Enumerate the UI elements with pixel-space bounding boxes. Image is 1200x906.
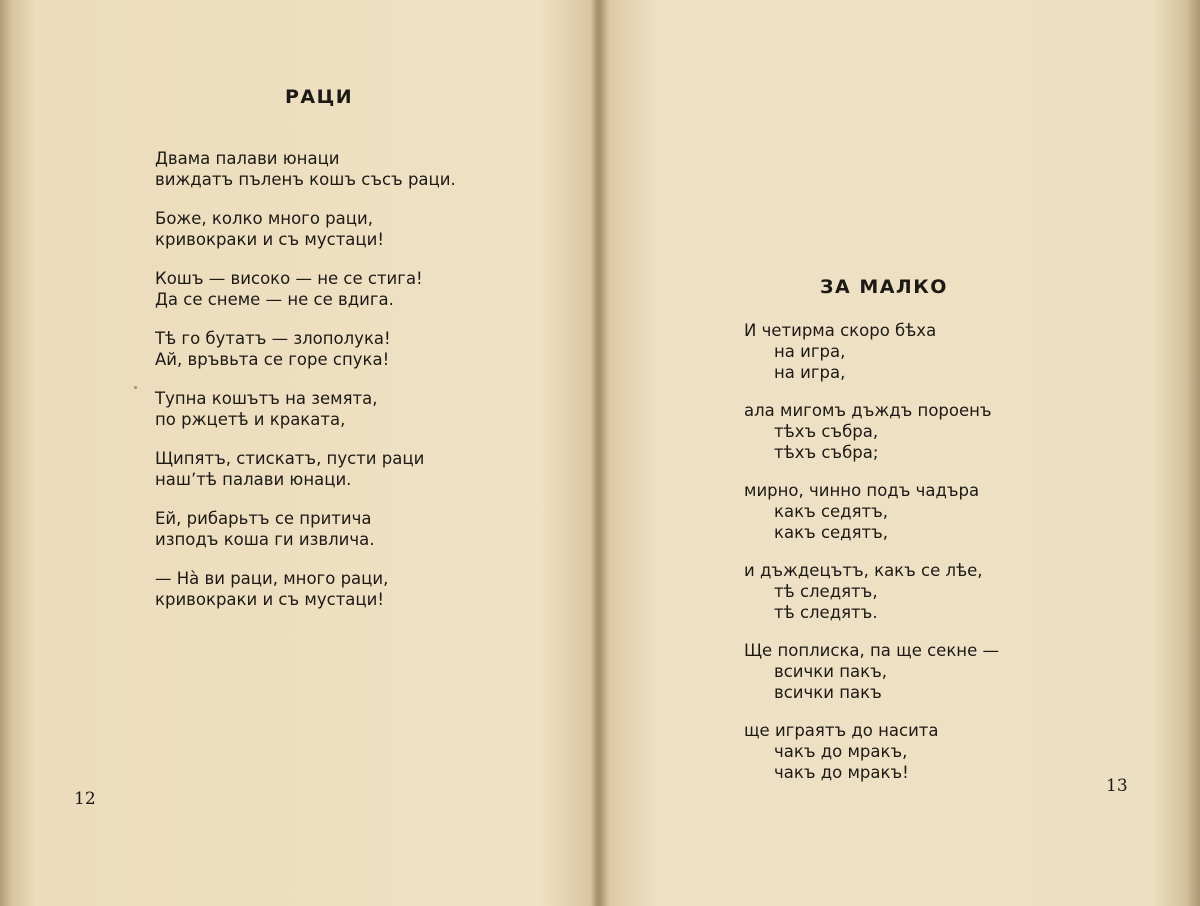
poem-title: РАЦИ [285,86,354,108]
stanza [744,400,992,463]
verse-line: Ай, връвьта се горе спука! [155,350,390,369]
verse-line: И четирма скоро бѣха [744,321,937,340]
stanza [155,508,374,550]
stanza [744,560,983,623]
verse-line: по ржцетѣ и краката, [155,410,346,429]
verse-line: Тупна кошътъ на земята, [155,389,378,408]
verse-line: на игра, [774,363,846,382]
stanza [155,268,423,310]
stanza [155,568,388,610]
verse-line: ала мигомъ дъждъ пороенъ [744,401,992,420]
verse-line: кривокраки и съ мустаци! [155,590,384,609]
verse-line: Ей, рибарьтъ се притича [155,509,372,528]
stanza [155,328,391,370]
verse-line: какъ седятъ, [774,523,889,542]
verse-line: тѣхъ събра, [774,422,879,441]
stanza [155,148,456,190]
verse-line: ще играятъ до насита [744,721,939,740]
left-page [0,0,596,906]
stanza [744,480,979,543]
verse-line: всички пакъ, [774,662,887,681]
right-page [604,0,1200,906]
stanza [155,388,378,430]
page-number: 12 [74,789,96,809]
verse-line: Двама палави юнаци [155,149,340,168]
verse-line: — Нà ви раци, много раци, [155,569,389,588]
verse-line: тѣ следятъ, [774,582,878,601]
verse-line: изподъ коша ги извлича. [155,530,375,549]
verse-line: чакъ до мракъ! [774,763,909,782]
page-number: 13 [1106,776,1128,796]
verse-line: кривокраки и съ мустаци! [155,230,384,249]
verse-line: на игра, [774,342,846,361]
verse-line: нашʼтѣ палави юнаци. [155,470,352,489]
verse-line: виждатъ пъленъ кошъ съсъ раци. [155,170,456,189]
poem-title: ЗА МАЛКО [820,276,948,298]
verse-line: Щипятъ, стискатъ, пусти раци [155,449,425,468]
verse-line: тѣ следятъ. [774,603,878,622]
verse-line: Да се снеме — не се вдига. [155,290,394,309]
verse-line: Тѣ го бутатъ — злополука! [155,329,391,348]
verse-line: чакъ до мракъ, [774,742,908,761]
verse-line: и дъждецътъ, какъ се лѣе, [744,561,983,580]
verse-line: мирно, чинно подъ чадъра [744,481,980,500]
verse-line: Кошъ — високо — не се стига! [155,269,423,288]
verse-line: всички пакъ [774,683,882,702]
paper-speck [134,386,137,389]
stanza [155,448,424,490]
verse-line: какъ седятъ, [774,502,889,521]
stanza [744,320,936,383]
verse-line: Ще поплиска, па ще секне — [744,641,999,660]
verse-line: Боже, колко много раци, [155,209,373,228]
stanza [744,720,939,783]
stanza [155,208,384,250]
stanza [744,640,999,703]
verse-line: тѣхъ събра; [774,443,879,462]
